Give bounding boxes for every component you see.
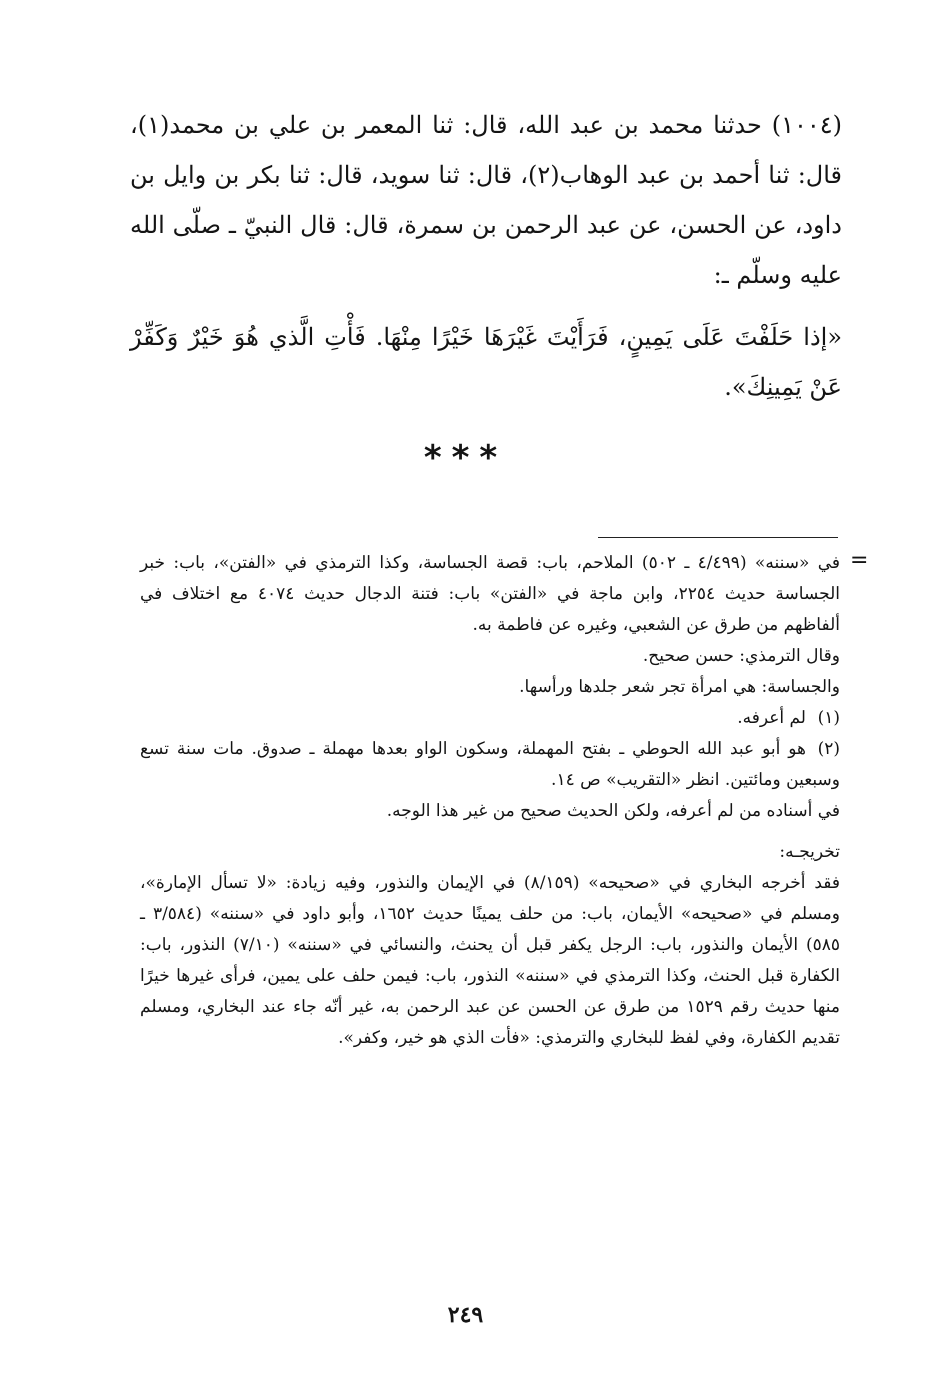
page-number: ٢٤٩ (447, 1302, 484, 1328)
hadith-matn: «إذا حَلَفْتَ عَلَى يَمِينٍ، فَرَأَيْتَ غَيْرَهَا خَيْرًا مِنْهَا. فَأْتِ الَّذي هُوَ خَيْرٌ وَكَفِّرْ عَنْ يَمِينِكَ». (130, 323, 842, 401)
continuation-mark: = (850, 548, 869, 573)
footnote-jassasa: والجساسة: هي امرأة تجر شعر جلدها ورأسها. (519, 677, 840, 697)
main-text (130, 100, 842, 412)
takhrij-heading: تخريجـه: (779, 842, 840, 862)
footnote-1-number: (١) (817, 708, 840, 728)
footnote-rule (598, 537, 838, 538)
footnote-2-number: (٢) (817, 739, 840, 759)
footnote-2 (140, 734, 840, 796)
hadith-isnad: (١٠٠٤) حدثنا محمد بن عبد الله، قال: ثنا المعمر بن علي بن محمد(١)، قال: ثنا أحمد بن عبد الوهاب(٢)، قال: ثنا سويد، قال: ثنا بكر بن وايل بن داود، عن الحسن، عن عبد الرحمن بن سمرة، قال: قال النبيّ ـ صلّى الله عليه وسلّم ـ: (130, 111, 843, 289)
takhrij-text: فقد أخرجه البخاري في «صحيحه» (٨/١٥٩) في الإيمان والنذور، وفيه زيادة: «لا تسأل الإمارة»، ومسلم في «صحيحه» الأيمان، باب: من حلف يمينًا حديث ١٦٥٢، وأبو داود في «سننه» (٣/٥٨٤ ـ ٥٨٥) الأيمان والنذور، باب: الرجل يكفر قبل أن يحنث، والنسائي في «سننه» (٧/١٠) النذور، باب: الكفارة قبل الحنث، وكذا الترمذي في «سننه» النذور، باب: فيمن حلف على يمين، فرأى غيرها خيرًا منها حديث رقم ١٥٢٩ من طرق عن الحسن عن عبد الرحمن به، غير أنّه جاء عند البخاري، ومسلم تقديم الكفارة، وفي لفظ للبخاري والترمذي: «فأت الذي هو خير، وكفر». (140, 873, 841, 1048)
footnote-tirmidhi: وقال الترمذي: حسن صحيح. (642, 646, 840, 666)
footnote-isnad-note: في أسناده من لم أعرفه، ولكن الحديث صحيح من غير هذا الوجه. (386, 801, 840, 821)
footnotes (140, 548, 840, 1054)
footnote-continued: في «سننه» (٤/٤٩٩ ـ ٥٠٢) الملاحم، باب: قصة الجساسة، وكذا الترمذي في «الفتن»، باب: خبر الجساسة حديث ٢٢٥٤، وابن ماجة في «الفتن» باب: فتنة الدجال حديث ٤٠٧٤ مع اختلاف في ألفاظهم من طرق عن الشعبي، وغيره عن فاطمة به. (140, 553, 841, 635)
footnote-1 (140, 703, 840, 734)
section-separator: *** (423, 438, 508, 478)
footnote-2-text: هو أبو عبد الله الحوطي ـ بفتح المهملة، وسكون الواو بعدها مهملة ـ صدوق. مات سنة تسع وسبعين ومائتين. انظر «التقريب» ص ١٤. (140, 739, 840, 790)
footnote-1-text: لم أعرفه. (737, 708, 806, 728)
